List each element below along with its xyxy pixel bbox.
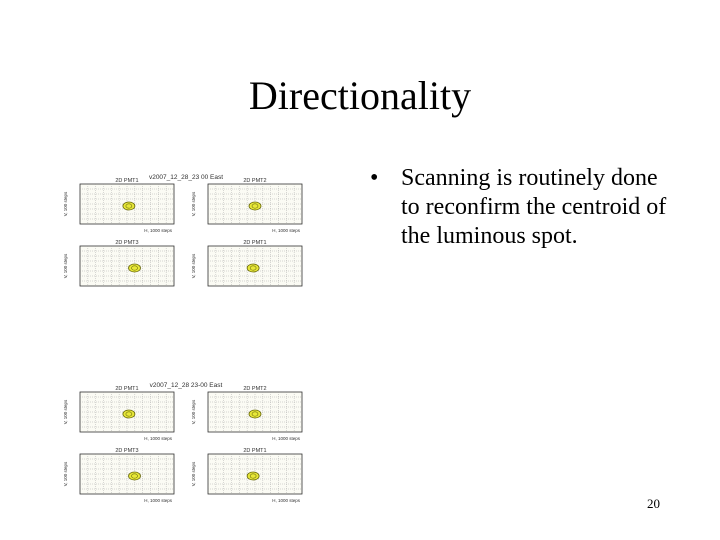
scan-panel — [191, 448, 302, 503]
panel-title: 2D PMT2 — [243, 386, 267, 392]
scan-panel — [63, 448, 174, 503]
luminous-spot — [129, 472, 141, 480]
panel-title: 2D PMT1 — [243, 448, 267, 454]
luminous-spot — [129, 264, 141, 272]
panel-title: 2D PMT3 — [115, 448, 139, 454]
x-axis-label: H, 1000 steps — [144, 498, 172, 503]
slide-title: Directionality — [248, 73, 472, 118]
panel-title: 2D PMT1 — [115, 386, 139, 392]
bullet-text: Scanning is routinely done to reconfirm the centroid of the luminous spot. — [401, 165, 667, 249]
slide-number: 20 — [647, 496, 660, 511]
scan-panel — [63, 240, 174, 286]
bullet-item — [368, 164, 668, 251]
x-axis-label: H, 1000 steps — [272, 498, 300, 503]
panel-title: 2D PMT3 — [115, 240, 139, 246]
x-axis-label: H, 1000 steps — [144, 436, 172, 441]
panel-title: 2D PMT1 — [115, 178, 139, 184]
x-axis-label: H, 1000 steps — [272, 228, 300, 233]
y-axis-label: V, 100 steps — [63, 461, 68, 487]
scan-panel — [191, 240, 302, 286]
figure-heading: v2007_12_28_23 00 East — [148, 174, 224, 181]
x-axis-label: H, 1000 steps — [144, 228, 172, 233]
scan-figure-top — [62, 172, 310, 296]
panel-title: 2D PMT1 — [243, 240, 267, 246]
scan-panel — [63, 178, 174, 233]
scan-panel — [63, 386, 174, 441]
luminous-spot — [249, 410, 261, 418]
y-axis-label: V, 100 steps — [63, 399, 68, 425]
y-axis-label: V, 100 steps — [191, 461, 196, 487]
y-axis-label: V, 100 steps — [191, 191, 196, 217]
scan-panel — [191, 386, 302, 441]
figure-heading: v2007_12_28 23-00 East — [149, 382, 223, 389]
y-axis-label: V, 100 steps — [63, 253, 68, 279]
luminous-spot — [249, 202, 261, 210]
y-axis-label: V, 100 steps — [63, 191, 68, 217]
luminous-spot — [247, 264, 259, 272]
bullet-list — [368, 164, 668, 251]
panel-title: 2D PMT2 — [243, 178, 267, 184]
y-axis-label: V, 100 steps — [191, 399, 196, 425]
y-axis-label: V, 100 steps — [191, 253, 196, 279]
scan-figure-bottom — [62, 380, 310, 504]
scan-panel — [191, 178, 302, 233]
luminous-spot — [123, 202, 135, 210]
bullet-dot: • — [370, 165, 379, 191]
x-axis-label: H, 1000 steps — [272, 436, 300, 441]
luminous-spot — [123, 410, 135, 418]
luminous-spot — [247, 472, 259, 480]
